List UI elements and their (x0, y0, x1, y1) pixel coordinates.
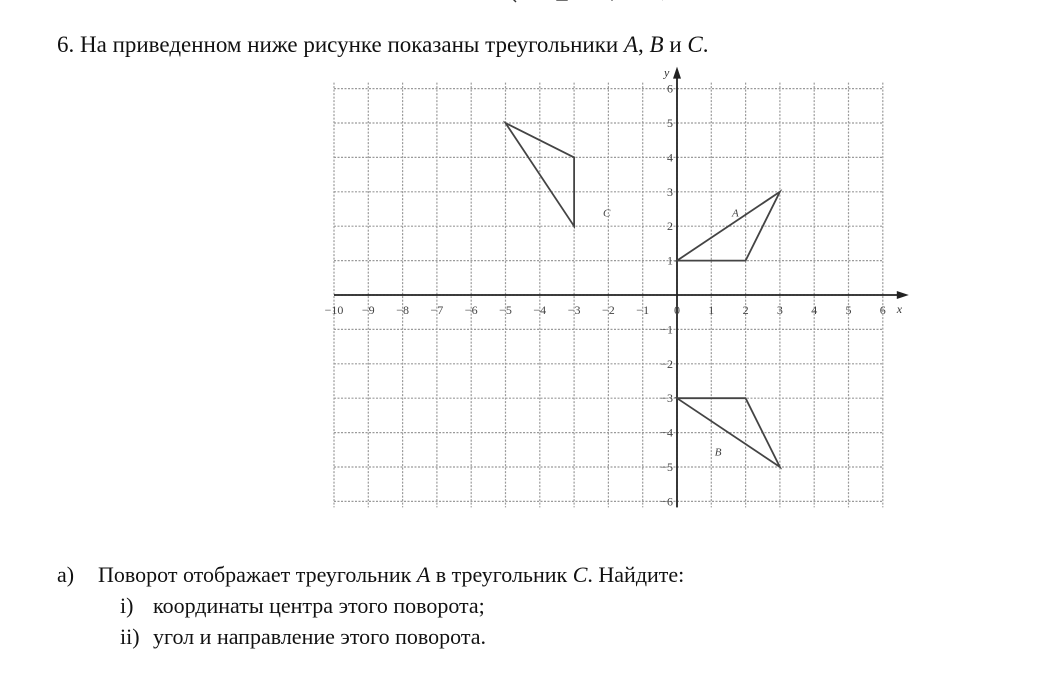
sub-item-text: координаты центра этого поворота; (153, 593, 485, 618)
y-tick-label: −4 (660, 425, 673, 440)
x-tick-label: −9 (361, 303, 375, 317)
x-tick-label: −4 (533, 303, 547, 317)
x-tick-label: −10 (324, 303, 344, 317)
part-text-3: . Найдите: (587, 562, 685, 587)
y-axis-arrow (673, 67, 681, 79)
x-axis-arrow (897, 291, 909, 299)
part-tri-to: C (572, 562, 588, 587)
question-text: На приведенном ниже рисунке показаны треугольники (80, 32, 619, 57)
triangle-c-ref: C (687, 32, 703, 57)
triangle-a-ref: A (623, 32, 639, 57)
triangle-b-ref: B (649, 32, 664, 57)
x-tick-label: −6 (464, 303, 478, 317)
y-tick-label: −2 (660, 356, 673, 371)
x-tick-label: 5 (845, 303, 852, 317)
x-tick-label: −2 (602, 303, 615, 317)
triangle-c-label: C (603, 207, 611, 220)
x-tick-label: 4 (811, 303, 818, 317)
x-tick-label: −3 (567, 303, 581, 317)
x-tick-label: 1 (708, 303, 715, 317)
conjunction: и (669, 32, 682, 57)
x-tick-label: −8 (396, 303, 409, 317)
y-axis-label: y (664, 65, 670, 80)
sub-item-1 (120, 591, 485, 621)
part-text-2: в треугольник (435, 562, 568, 587)
period: . (702, 32, 709, 57)
y-tick-label: 2 (667, 219, 673, 234)
question-number: 6. (57, 32, 75, 57)
y-tick-label: 5 (667, 116, 673, 130)
y-tick-label: −1 (660, 322, 673, 337)
y-tick-label: −5 (660, 460, 673, 474)
part-text-1: Поворот отображает треугольник (98, 562, 412, 587)
triangle-a-label: A (731, 207, 739, 220)
part-a (57, 560, 684, 590)
y-tick-label: −3 (660, 391, 673, 406)
sub-item-text: угол и направление этого поворота. (153, 624, 486, 649)
y-tick-label: −6 (660, 494, 673, 509)
y-tick-label: 3 (667, 184, 673, 199)
part-marker: а) (57, 562, 75, 587)
y-tick-label: 1 (667, 253, 673, 268)
sub-item-number: i) (120, 593, 134, 618)
x-tick-label: −1 (636, 303, 650, 317)
triangle-c (506, 123, 575, 226)
y-tick-label: 6 (667, 81, 673, 96)
sub-item-2 (120, 622, 486, 652)
x-tick-label: −5 (499, 303, 512, 317)
x-tick-label: 2 (742, 303, 749, 317)
part-tri-from: A (416, 562, 431, 587)
sub-item-number: ii) (120, 624, 140, 649)
x-axis-label: x (896, 302, 903, 316)
x-tick-label: 3 (776, 303, 783, 317)
y-tick-label: 4 (667, 150, 673, 165)
x-tick-label: 6 (879, 303, 886, 317)
x-tick-label: 0 (674, 303, 680, 317)
separator: , (638, 32, 644, 57)
x-tick-label: −7 (430, 303, 444, 317)
triangle-b-label: B (714, 446, 722, 459)
